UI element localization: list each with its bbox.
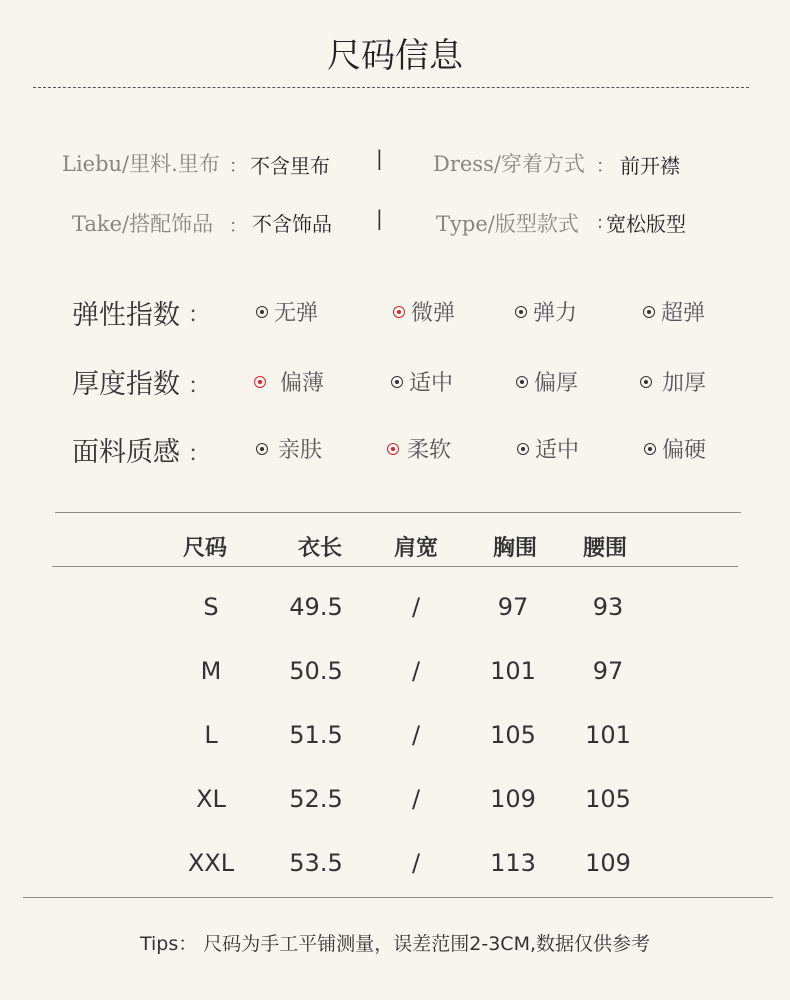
table-header-waist: 腰围 [582, 535, 627, 561]
option-elasticity-slight[interactable]: 微弹 [393, 296, 455, 327]
option-thickness-medium[interactable]: 适中 [391, 366, 453, 397]
attr-label-dress: Dress/穿着方式 [433, 152, 585, 176]
dotted-divider [33, 87, 749, 88]
indicator-label-texture: 面料质感 [72, 437, 180, 468]
table-cell: 97 [497, 593, 529, 621]
table-cell: XXL [187, 849, 235, 877]
radio-icon [644, 443, 656, 455]
table-cell: 49.5 [289, 593, 343, 621]
table-cell: / [411, 657, 421, 685]
radio-icon [643, 306, 655, 318]
attr-colon: ： [229, 156, 247, 177]
radio-icon [256, 443, 268, 455]
table-header-rule [52, 566, 738, 567]
table-header-size: 尺码 [182, 535, 227, 561]
option-texture-soft[interactable]: 柔软 [387, 433, 451, 464]
table-cell: 109 [585, 849, 631, 877]
attr-separator: | [376, 206, 383, 230]
option-thickness-extra[interactable]: 加厚 [640, 366, 706, 397]
table-header-shoulder: 肩宽 [393, 535, 438, 561]
indicator-colon: ： [188, 442, 211, 467]
tips-note: Tips： 尺码为手工平铺测量，误差范围2-3CM,数据仅供参考 [139, 933, 651, 955]
table-cell: 101 [585, 721, 631, 749]
radio-icon [515, 306, 527, 318]
attr-label-type: Type/版型款式 [436, 212, 579, 236]
table-cell: 97 [592, 657, 624, 685]
table-cell: 52.5 [289, 785, 343, 813]
radio-icon [516, 376, 528, 388]
table-cell: XL [196, 785, 226, 813]
table-cell: 51.5 [289, 721, 343, 749]
radio-selected-icon [387, 443, 399, 455]
attr-colon: ： [596, 156, 614, 177]
attr-colon: ： [229, 216, 247, 237]
attr-value-dress: 前开襟 [620, 154, 680, 178]
indicator-label-elasticity: 弹性指数 [72, 300, 180, 331]
table-cell: 50.5 [289, 657, 343, 685]
indicator-label-thickness: 厚度指数 [72, 369, 180, 400]
table-cell: 93 [592, 593, 624, 621]
radio-icon [640, 376, 652, 388]
option-texture-medium[interactable]: 适中 [517, 433, 579, 464]
table-cell: L [204, 721, 218, 749]
attr-label-lining: Liebu/里料.里布 [62, 152, 220, 176]
option-thickness-thin[interactable]: 偏薄 [254, 366, 324, 397]
attr-value-type: 宽松版型 [606, 212, 686, 236]
table-cell: / [411, 849, 421, 877]
radio-icon [256, 306, 268, 318]
option-elasticity-super[interactable]: 超弹 [643, 296, 705, 327]
table-top-rule [55, 512, 741, 513]
table-header-length: 衣长 [297, 535, 342, 561]
table-cell: 105 [585, 785, 631, 813]
table-cell: / [411, 785, 421, 813]
table-header-chest: 胸围 [492, 535, 537, 561]
radio-icon [517, 443, 529, 455]
table-cell: 53.5 [289, 849, 343, 877]
table-cell: 101 [490, 657, 536, 685]
attr-label-take: Take/搭配饰品 [72, 212, 214, 236]
table-cell: S [203, 593, 219, 621]
radio-icon [391, 376, 403, 388]
option-elasticity-none[interactable]: 无弹 [256, 296, 318, 327]
option-elasticity-stretch[interactable]: 弹力 [515, 296, 577, 327]
attr-value-lining: 不含里布 [250, 154, 330, 178]
option-texture-stiff[interactable]: 偏硬 [644, 433, 706, 464]
table-cell: M [200, 657, 222, 685]
table-cell: 109 [490, 785, 536, 813]
attr-separator: | [376, 146, 383, 170]
page-title: 尺码信息 [327, 36, 463, 76]
radio-selected-icon [393, 306, 405, 318]
option-texture-skin[interactable]: 亲肤 [256, 433, 322, 464]
indicator-colon: ： [188, 303, 211, 328]
table-cell: 105 [490, 721, 536, 749]
attr-value-take: 不含饰品 [252, 212, 332, 236]
attr-colon: : [597, 212, 604, 233]
indicator-colon: ： [188, 374, 211, 399]
table-cell: 113 [490, 849, 536, 877]
option-thickness-thick[interactable]: 偏厚 [516, 366, 578, 397]
table-cell: / [411, 593, 421, 621]
table-bottom-rule [23, 897, 773, 898]
table-cell: / [411, 721, 421, 749]
radio-selected-icon [254, 376, 266, 388]
